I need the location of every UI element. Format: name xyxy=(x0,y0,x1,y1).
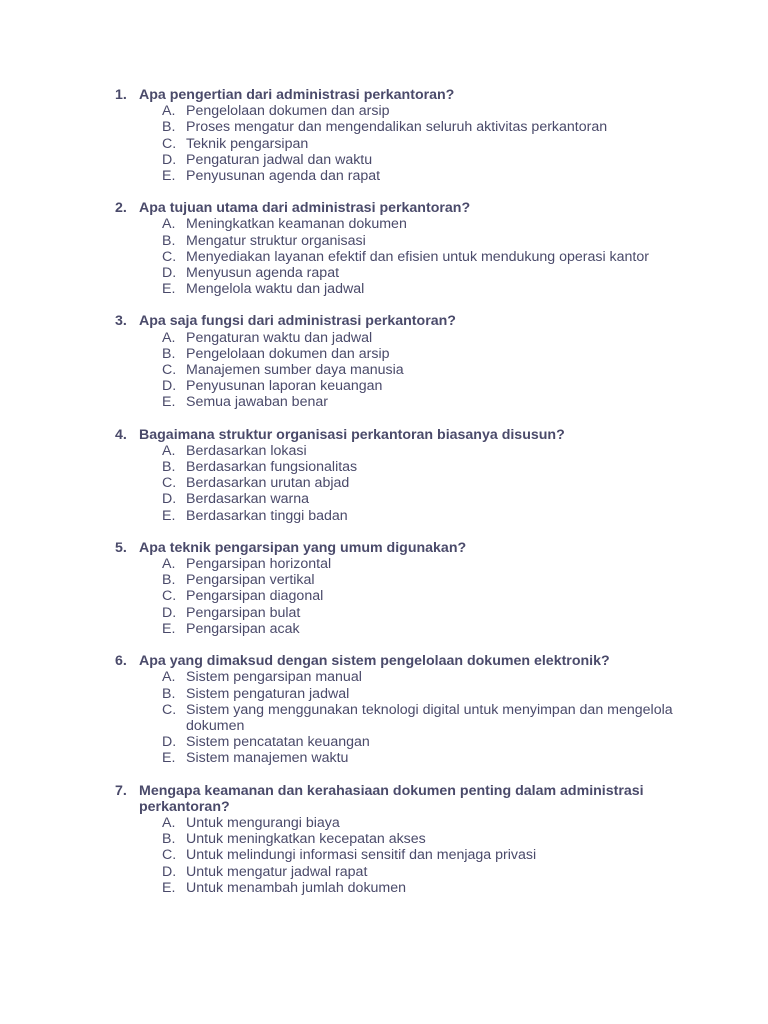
question-number: 1. xyxy=(115,87,127,103)
option-list xyxy=(0,669,768,766)
option-letter: B. xyxy=(162,232,176,249)
option-list xyxy=(0,216,768,297)
option-a xyxy=(0,330,768,346)
option-text: Penyusunan laporan keuangan xyxy=(186,378,383,395)
option-e xyxy=(0,168,768,184)
option-letter: E. xyxy=(162,879,176,896)
option-letter: B. xyxy=(162,119,176,136)
option-c xyxy=(0,136,768,152)
option-list xyxy=(0,815,768,896)
option-list xyxy=(0,330,768,411)
option-letter: E. xyxy=(162,281,176,298)
option-letter: D. xyxy=(162,491,177,508)
option-d xyxy=(0,265,768,281)
option-letter: D. xyxy=(162,151,177,168)
option-a xyxy=(0,443,768,459)
option-letter: C. xyxy=(162,248,177,265)
option-e xyxy=(0,508,768,524)
option-letter: D. xyxy=(162,265,177,282)
quiz-document xyxy=(0,87,768,912)
option-text: Manajemen sumber daya manusia xyxy=(186,362,404,379)
option-letter: A. xyxy=(162,442,176,459)
option-e xyxy=(0,281,768,297)
option-c xyxy=(0,475,768,491)
option-letter: B. xyxy=(162,459,176,476)
question-text: Apa tujuan utama dari administrasi perkantoran? xyxy=(139,200,471,217)
option-d xyxy=(0,152,768,168)
option-b xyxy=(0,572,768,588)
option-text: Meningkatkan keamanan dokumen xyxy=(186,216,407,233)
option-a xyxy=(0,556,768,572)
option-letter: C. xyxy=(162,362,177,379)
option-text: Untuk mengurangi biaya xyxy=(186,814,340,831)
option-text: Pengarsipan acak xyxy=(186,620,300,637)
question-number: 6. xyxy=(115,653,127,670)
question-text: Bagaimana struktur organisasi perkantoran biasanya disusun? xyxy=(139,426,565,443)
question-6 xyxy=(0,653,768,766)
option-a xyxy=(0,216,768,232)
option-d xyxy=(0,605,768,621)
option-letter: A. xyxy=(162,329,176,346)
option-text: Proses mengatur dan mengendalikan seluruh aktivitas perkantoran xyxy=(186,119,608,136)
option-letter: C. xyxy=(162,135,177,152)
option-text: Penyusunan agenda dan rapat xyxy=(186,168,381,185)
option-letter: A. xyxy=(162,556,176,573)
option-e xyxy=(0,394,768,410)
question-text: Apa pengertian dari administrasi perkantoran? xyxy=(139,87,455,103)
option-letter: E. xyxy=(162,168,176,185)
option-b xyxy=(0,831,768,847)
option-text: Menyusun agenda rapat xyxy=(186,265,340,282)
option-letter: C. xyxy=(162,701,177,718)
option-letter: B. xyxy=(162,572,176,589)
option-text: Berdasarkan fungsionalitas xyxy=(186,459,358,476)
option-d xyxy=(0,491,768,507)
option-text: Pengarsipan horizontal xyxy=(186,556,332,573)
question-number: 3. xyxy=(115,313,127,330)
option-c xyxy=(0,588,768,604)
option-letter: E. xyxy=(162,394,176,411)
question-4 xyxy=(0,427,768,524)
option-c xyxy=(0,847,768,863)
option-text: Berdasarkan lokasi xyxy=(186,442,307,459)
question-number: 2. xyxy=(115,200,127,217)
option-a xyxy=(0,815,768,831)
option-d xyxy=(0,864,768,880)
question-number: 7. xyxy=(115,782,127,799)
option-d xyxy=(0,378,768,394)
option-text: Berdasarkan tinggi badan xyxy=(186,507,348,524)
question-text: Mengapa keamanan dan kerahasiaan dokumen penting dalam administrasi perkantoran? xyxy=(139,782,644,815)
option-letter: E. xyxy=(162,620,176,637)
option-letter: A. xyxy=(162,669,176,686)
option-text: Berdasarkan urutan abjad xyxy=(186,475,350,492)
option-c xyxy=(0,702,768,734)
option-e xyxy=(0,750,768,766)
option-text: Berdasarkan warna xyxy=(186,491,310,508)
question-text: Apa yang dimaksud dengan sistem pengelolaan dokumen elektronik? xyxy=(139,653,610,670)
option-b xyxy=(0,119,768,135)
option-text: Semua jawaban benar xyxy=(186,394,328,411)
option-letter: A. xyxy=(162,216,176,233)
option-letter: B. xyxy=(162,831,176,848)
option-text: Untuk mengatur jadwal rapat xyxy=(186,863,368,880)
option-letter: C. xyxy=(162,475,177,492)
question-1 xyxy=(0,87,768,184)
option-list xyxy=(0,443,768,524)
option-text: Untuk menambah jumlah dokumen xyxy=(186,879,407,896)
option-letter: D. xyxy=(162,863,177,880)
option-b xyxy=(0,686,768,702)
option-text: Sistem pengarsipan manual xyxy=(186,669,362,686)
option-text: Sistem pengaturan jadwal xyxy=(186,685,350,702)
option-text: Sistem manajemen waktu xyxy=(186,750,349,767)
option-text: Pengarsipan vertikal xyxy=(186,572,315,589)
option-text: Pengaturan waktu dan jadwal xyxy=(186,329,373,346)
option-letter: A. xyxy=(162,814,176,831)
option-letter: E. xyxy=(162,507,176,524)
option-text: Mengatur struktur organisasi xyxy=(186,232,366,249)
option-letter: D. xyxy=(162,378,177,395)
question-5 xyxy=(0,540,768,637)
option-text: Pengelolaan dokumen dan arsip xyxy=(186,103,390,120)
option-text: Untuk meningkatkan kecepatan akses xyxy=(186,831,426,848)
option-b xyxy=(0,233,768,249)
option-letter: B. xyxy=(162,345,176,362)
option-d xyxy=(0,734,768,750)
option-text: Mengelola waktu dan jadwal xyxy=(186,281,365,298)
option-letter: C. xyxy=(162,588,177,605)
option-letter: E. xyxy=(162,750,176,767)
option-b xyxy=(0,346,768,362)
question-number: 4. xyxy=(115,426,127,443)
option-text: Pengarsipan bulat xyxy=(186,604,301,621)
option-letter: B. xyxy=(162,685,176,702)
question-text: Apa saja fungsi dari administrasi perkantoran? xyxy=(139,313,456,330)
option-letter: D. xyxy=(162,734,177,751)
option-e xyxy=(0,880,768,896)
option-list xyxy=(0,556,768,637)
option-a xyxy=(0,103,768,119)
option-b xyxy=(0,459,768,475)
question-number: 5. xyxy=(115,539,127,556)
option-text: Pengaturan jadwal dan waktu xyxy=(186,151,373,168)
option-a xyxy=(0,669,768,685)
option-c xyxy=(0,249,768,265)
option-letter: C. xyxy=(162,847,177,864)
option-letter: D. xyxy=(162,604,177,621)
option-text: Menyediakan layanan efektif dan efisien untuk mendukung operasi kantor xyxy=(186,248,649,265)
question-3 xyxy=(0,313,768,410)
option-text: Teknik pengarsipan xyxy=(186,135,309,152)
option-text: Sistem yang menggunakan teknologi digital untuk menyimpan dan mengelola dokumen xyxy=(186,701,673,734)
option-c xyxy=(0,362,768,378)
option-text: Untuk melindungi informasi sensitif dan menjaga privasi xyxy=(186,847,537,864)
option-text: Pengarsipan diagonal xyxy=(186,588,324,605)
question-7 xyxy=(0,783,768,896)
option-list xyxy=(0,103,768,184)
question-text: Apa teknik pengarsipan yang umum digunakan? xyxy=(139,539,467,556)
option-text: Pengelolaan dokumen dan arsip xyxy=(186,345,390,362)
option-e xyxy=(0,621,768,637)
option-text: Sistem pencatatan keuangan xyxy=(186,734,370,751)
question-2 xyxy=(0,200,768,297)
option-letter: A. xyxy=(162,103,176,120)
